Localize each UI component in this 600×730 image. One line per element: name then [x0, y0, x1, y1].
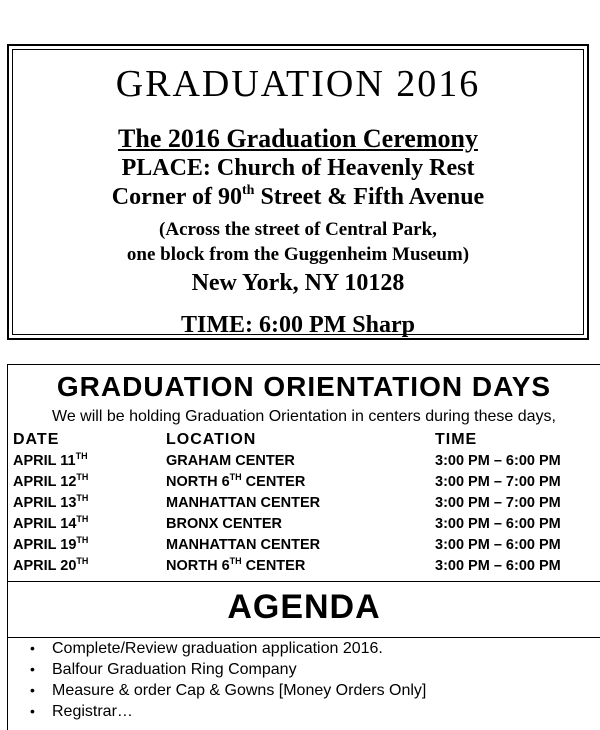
row-time: 3:00 PM – 6:00 PM	[435, 516, 561, 532]
date-superscript: TH	[76, 472, 89, 482]
date-superscript: TH	[75, 451, 88, 461]
list-item-text: Balfour Graduation Ring Company	[52, 661, 297, 678]
row-location	[166, 537, 320, 553]
address-superscript: th	[242, 183, 255, 198]
header-date: DATE	[13, 431, 60, 448]
ceremony-place: PLACE: Church of Heavenly Rest	[121, 155, 475, 181]
date-text: APRIL 13	[13, 495, 77, 511]
header-location: LOCATION	[166, 431, 257, 448]
row-time: 3:00 PM – 6:00 PM	[435, 453, 561, 469]
location-text: MANHATTAN CENTER	[166, 495, 321, 511]
date-superscript: TH	[76, 535, 89, 545]
row-location	[166, 453, 295, 469]
row-date	[13, 558, 88, 574]
agenda-list	[7, 638, 600, 730]
table-row	[8, 495, 600, 516]
date-text: APRIL 11	[13, 453, 76, 469]
row-date	[13, 537, 88, 553]
location-text: MANHATTAN CENTER	[166, 537, 321, 553]
table-row	[8, 537, 600, 558]
row-location	[166, 516, 282, 532]
orientation-title: GRADUATION ORIENTATION DAYS	[56, 371, 552, 402]
bullet-icon: •	[30, 640, 35, 656]
table-row	[8, 558, 600, 579]
address-part: Street & Fifth Avenue	[254, 184, 485, 210]
address-part: Corner of 90	[111, 184, 242, 210]
ceremony-box	[7, 44, 589, 340]
agenda-header	[7, 582, 600, 638]
date-text: APRIL 12	[13, 474, 77, 490]
orientation-section	[7, 364, 600, 582]
row-time: 3:00 PM – 6:00 PM	[435, 537, 561, 553]
agenda-title: AGENDA	[227, 588, 381, 626]
ceremony-directions-line-2: one block from the Guggenheim Museum)	[126, 244, 470, 265]
location-text: BRONX CENTER	[166, 516, 283, 532]
row-location	[166, 558, 305, 574]
row-location	[166, 474, 305, 490]
date-superscript: TH	[76, 514, 89, 524]
row-date	[13, 474, 88, 490]
list-item-text: Measure & order Cap & Gowns [Money Orders Only]	[52, 682, 427, 699]
table-row	[8, 516, 600, 537]
list-item-text: Complete/Review graduation application 2016.	[52, 640, 383, 657]
page-title: GRADUATION 2016	[115, 63, 481, 105]
date-superscript: TH	[76, 493, 89, 503]
ceremony-address	[13, 184, 583, 211]
row-date	[13, 495, 88, 511]
ceremony-inner-border	[12, 49, 584, 338]
location-superscript: TH	[229, 556, 242, 566]
location-text: GRAHAM CENTER	[166, 453, 295, 469]
ceremony-city: New York, NY 10128	[191, 270, 405, 296]
location-text: NORTH 6	[166, 474, 230, 490]
date-text: APRIL 20	[13, 558, 77, 574]
header-time: TIME	[435, 431, 478, 448]
table-row	[8, 474, 600, 495]
table-row	[8, 453, 600, 474]
ceremony-time: TIME: 6:00 PM Sharp	[181, 312, 415, 338]
location-text: CENTER	[241, 558, 306, 574]
location-text: NORTH 6	[166, 558, 230, 574]
ceremony-directions-line-1: (Across the street of Central Park,	[159, 219, 437, 240]
bullet-icon: •	[30, 661, 35, 677]
orientation-description: We will be holding Graduation Orientation in centers during these days,	[52, 408, 556, 425]
row-date	[13, 453, 88, 469]
bullet-icon: •	[30, 682, 35, 698]
date-text: APRIL 14	[13, 516, 77, 532]
list-item-text: Registrar…	[52, 703, 133, 720]
date-text: APRIL 19	[13, 537, 77, 553]
row-time: 3:00 PM – 7:00 PM	[435, 474, 561, 490]
location-superscript: TH	[229, 472, 242, 482]
row-location	[166, 495, 320, 511]
ceremony-title: The 2016 Graduation Ceremony	[118, 124, 478, 153]
row-time: 3:00 PM – 7:00 PM	[435, 495, 561, 511]
location-text: CENTER	[241, 474, 306, 490]
row-time: 3:00 PM – 6:00 PM	[435, 558, 561, 574]
bullet-icon: •	[30, 703, 35, 719]
date-superscript: TH	[76, 556, 89, 566]
row-date	[13, 516, 88, 532]
